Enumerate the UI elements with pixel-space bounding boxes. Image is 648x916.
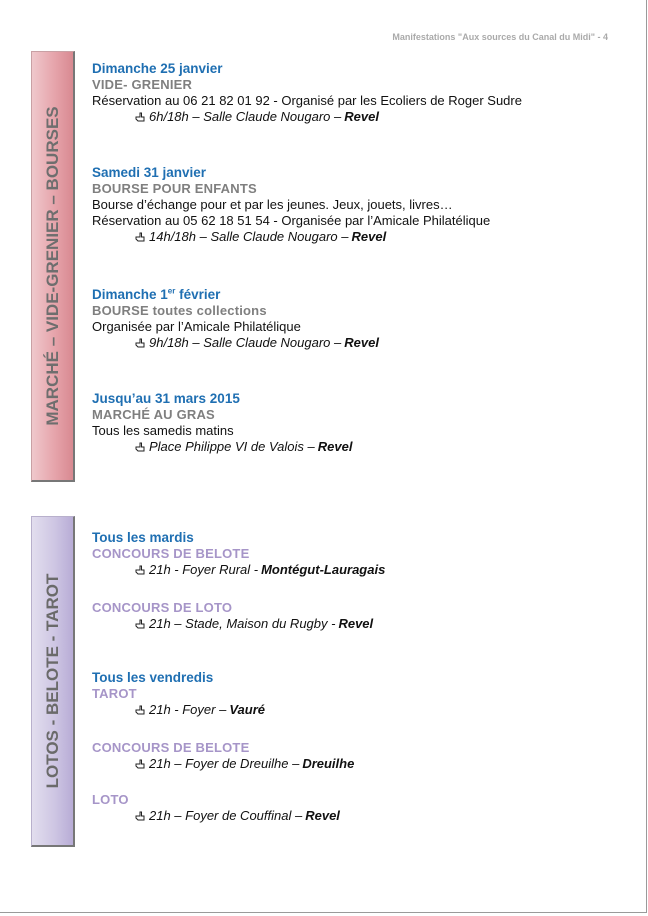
pointing-hand-icon xyxy=(134,618,146,630)
event-loto-vendredis xyxy=(92,792,612,824)
pointing-hand-icon xyxy=(134,441,146,453)
event-marche-au-gras xyxy=(92,391,612,455)
pointing-hand-icon xyxy=(134,758,146,770)
venue-text: 9h/18h – Salle Claude Nougaro – xyxy=(149,335,342,350)
venue-text: 6h/18h – Salle Claude Nougaro – xyxy=(149,109,342,124)
event-category: MARCHÉ AU GRAS xyxy=(92,407,215,422)
event-description: Réservation au 05 62 18 51 54 - Organisée par l’Amicale Philatélique xyxy=(92,213,491,228)
event-belote-vendredis xyxy=(92,740,612,772)
pointing-hand-icon xyxy=(134,810,146,822)
event-venue xyxy=(134,756,612,772)
event-description: Bourse d’échange pour et par les jeunes. Jeux, jouets, livres… xyxy=(92,197,453,212)
pointing-hand-icon xyxy=(134,564,146,576)
section-label: LOTOS - BELOTE - TAROT xyxy=(42,573,62,789)
event-category: VIDE- GRENIER xyxy=(92,77,193,92)
event-category: CONCOURS DE BELOTE xyxy=(92,546,250,561)
event-venue xyxy=(134,439,612,455)
pointing-hand-icon xyxy=(134,231,146,243)
section-label: MARCHÉ – VIDE-GRENIER – BOURSES xyxy=(42,106,62,426)
pointing-hand-icon xyxy=(134,337,146,349)
page-header: Manifestations "Aux sources du Canal du Midi" - 4 xyxy=(392,32,608,42)
venue-town: Revel xyxy=(351,229,387,244)
event-date: Dimanche 25 janvier xyxy=(92,61,223,76)
venue-text: 21h – Foyer de Dreuilhe – xyxy=(149,756,300,771)
venue-town: Revel xyxy=(344,109,379,124)
venue-town: Vauré xyxy=(229,702,265,717)
venue-town: Revel xyxy=(305,808,340,823)
event-date: Dimanche 1er février xyxy=(92,286,221,302)
event-date: Tous les mardis xyxy=(92,530,194,545)
event-bourse-enfants xyxy=(92,165,612,245)
venue-town: Dreuilhe xyxy=(302,756,355,771)
event-category: BOURSE POUR ENFANTS xyxy=(92,181,257,196)
event-venue xyxy=(134,562,612,578)
venue-text: 21h - Foyer – xyxy=(149,702,227,717)
event-loto-mardis xyxy=(92,600,612,632)
event-category: LOTO xyxy=(92,792,129,807)
pointing-hand-icon xyxy=(134,704,146,716)
event-bourse-collections xyxy=(92,287,612,351)
venue-text: 21h - Foyer Rural - xyxy=(149,562,259,577)
venue-text: 21h – Foyer de Couffinal – xyxy=(149,808,303,823)
event-venue xyxy=(134,229,612,245)
section-tab-marche xyxy=(31,51,75,482)
event-vide-grenier xyxy=(92,61,612,125)
event-category: BOURSE toutes collections xyxy=(92,303,267,318)
venue-town: Revel xyxy=(338,616,374,631)
venue-town: Revel xyxy=(344,335,379,350)
event-description: Organisée par l’Amicale Philatélique xyxy=(92,319,301,334)
event-venue xyxy=(134,702,612,718)
event-tarot-vendredis xyxy=(92,670,612,718)
venue-town: Revel xyxy=(317,439,353,454)
venue-text: 14h/18h – Salle Claude Nougaro – xyxy=(149,229,349,244)
event-description: Réservation au 06 21 82 01 92 - Organisé par les Ecoliers de Roger Sudre xyxy=(92,93,522,108)
section-tab-lotos xyxy=(31,516,75,847)
event-venue xyxy=(134,616,612,632)
event-category: CONCOURS DE BELOTE xyxy=(92,740,250,755)
event-venue xyxy=(134,808,612,824)
venue-text: Place Philippe VI de Valois – xyxy=(149,439,315,454)
event-date: Tous les vendredis xyxy=(92,670,214,685)
venue-text: 21h – Stade, Maison du Rugby - xyxy=(149,616,336,631)
event-category: CONCOURS DE LOTO xyxy=(92,600,233,615)
pointing-hand-icon xyxy=(134,111,146,123)
event-belote-mardis xyxy=(92,530,612,578)
event-description: Tous les samedis matins xyxy=(92,423,234,438)
event-venue xyxy=(134,109,612,125)
venue-town: Montégut-Lauragais xyxy=(261,562,386,577)
event-venue xyxy=(134,335,612,351)
event-category: TAROT xyxy=(92,686,137,701)
event-date: Jusqu’au 31 mars 2015 xyxy=(92,391,240,406)
event-date: Samedi 31 janvier xyxy=(92,165,207,180)
